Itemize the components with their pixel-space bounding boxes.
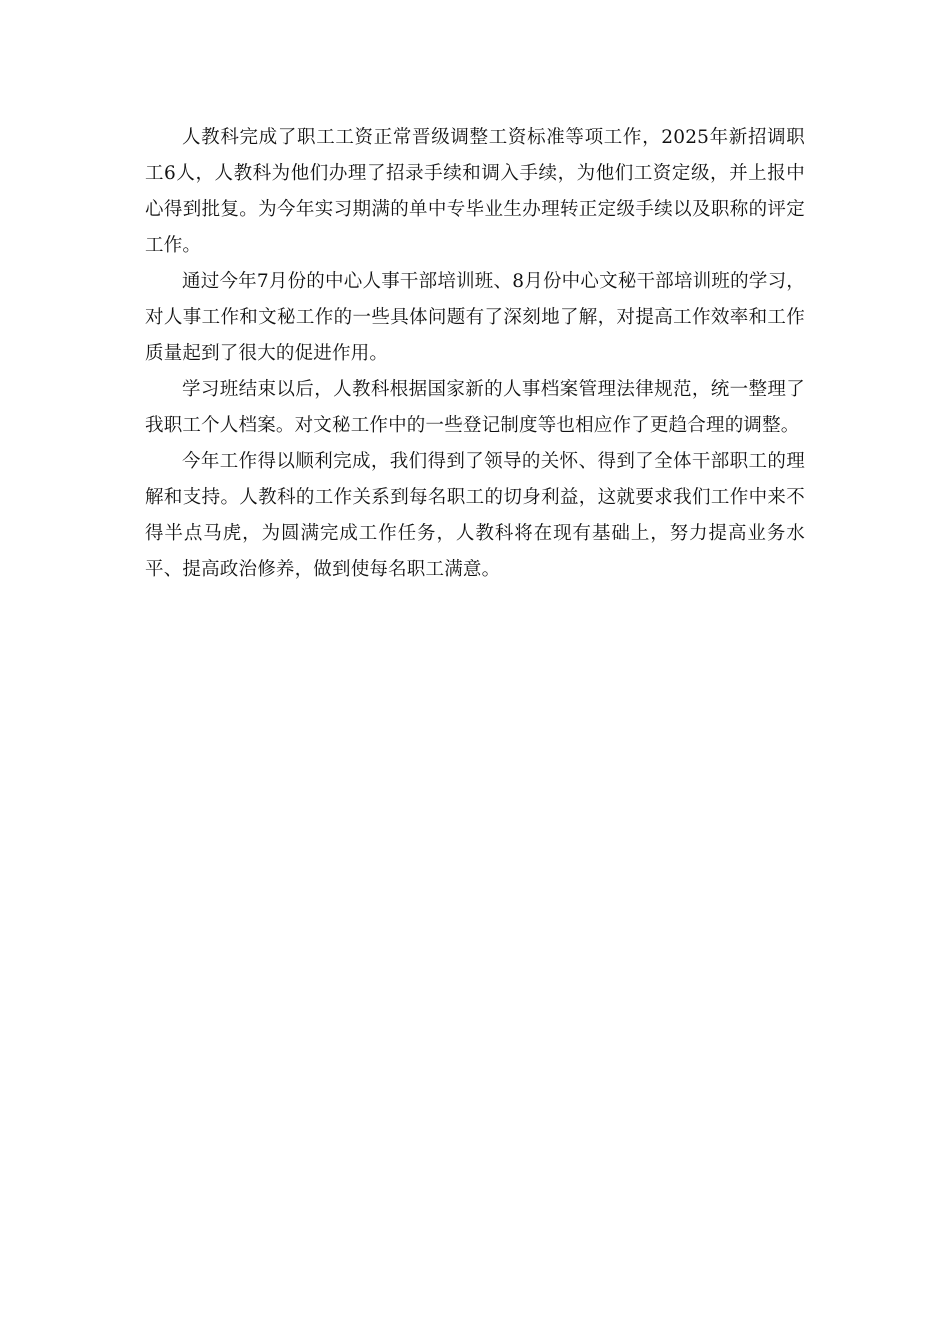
paragraph: 人教科完成了职工工资正常晋级调整工资标准等项工作，2025年新招调职工6人，人教科为他们办理了招录手续和调入手续，为他们工资定级，并上报中心得到批复。为今年实习期满的单中专毕业生办理转正定级手续以及职称的评定工作。 <box>145 127 805 256</box>
paragraph: 通过今年7月份的中心人事干部培训班、8月份中心文秘干部培训班的学习，对人事工作和文秘工作的一些具体问题有了深刻地了解，对提高工作效率和工作质量起到了很大的促进作用。 <box>145 271 805 364</box>
paragraph: 学习班结束以后，人教科根据国家新的人事档案管理法律规范，统一整理了我职工个人档案。对文秘工作中的一些登记制度等也相应作了更趋合理的调整。 <box>145 379 805 436</box>
paragraph: 今年工作得以顺利完成，我们得到了领导的关怀、得到了全体干部职工的理解和支持。人教科的工作关系到每名职工的切身利益，这就要求我们工作中来不得半点马虎，为圆满完成工作任务，人教科将在现有基础上，努力提高业务水平、提高政治修养，做到使每名职工满意。 <box>145 451 805 580</box>
document-body <box>145 120 805 588</box>
